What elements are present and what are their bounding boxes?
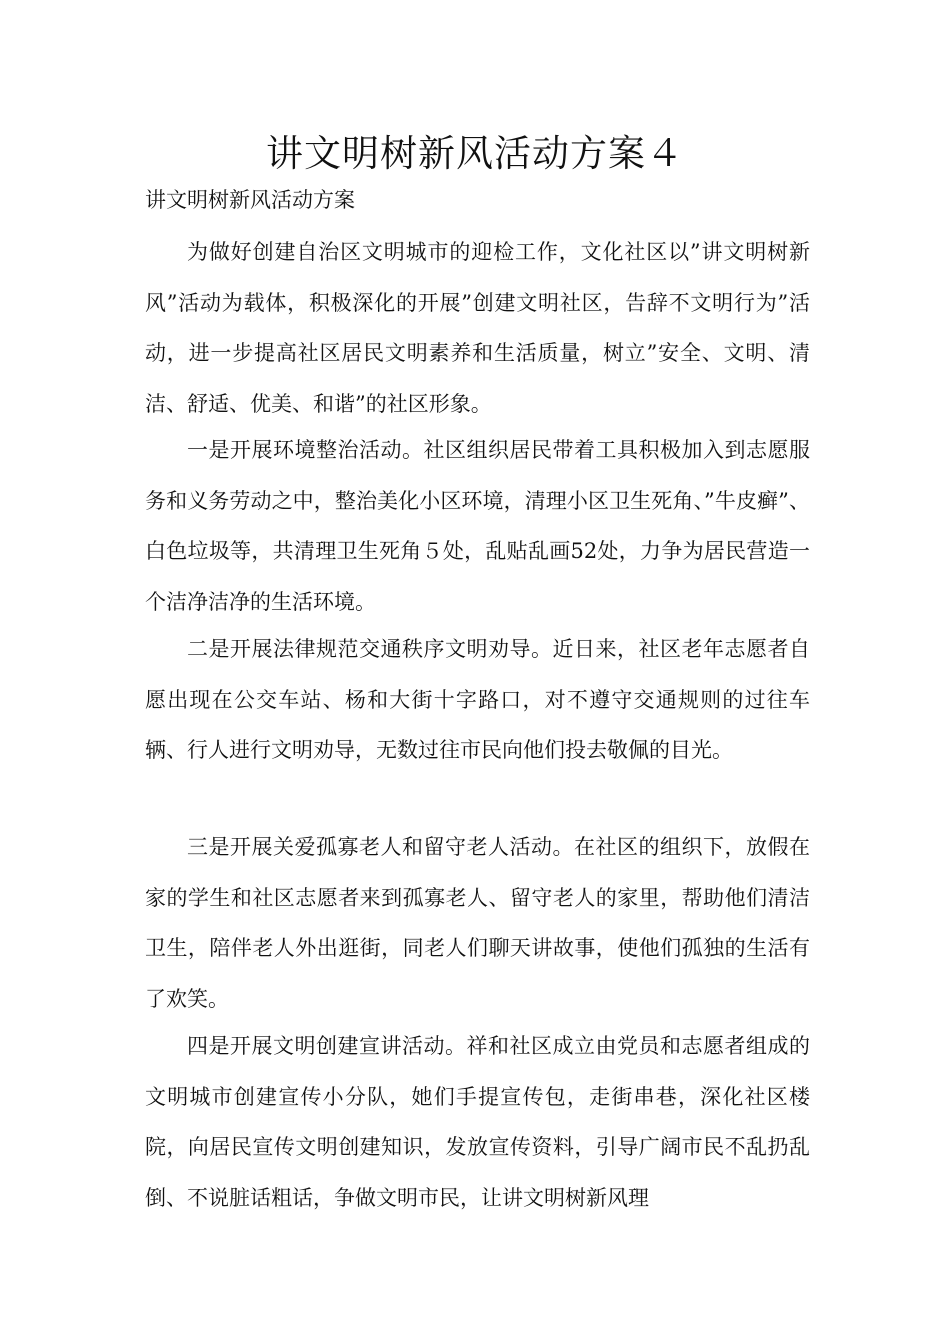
paragraph-elderly-care: 三是开展关爱孤寡老人和留守老人活动。在社区的组织下，放假在家的学生和社区志愿者来到孤寡老人、留守老人的家里，帮助他们清洁卫生，陪伴老人外出逛街，同老人们聊天讲故事，使他们孤独的生活有了欢笑。 (145, 835, 810, 1011)
paragraph-publicity: 四是开展文明创建宣讲活动。祥和社区成立由党员和志愿者组成的文明城市创建宣传小分队，她们手提宣传包，走街串巷，深化社区楼院，向居民宣传文明创建知识，发放宣传资料，引导广阔市民不乱扔乱倒、不说脏话粗话，争做文明市民，让讲文明树新风理 (145, 1034, 810, 1210)
paragraph-traffic: 二是开展法律规范交通秩序文明劝导。近日来，社区老年志愿者自愿出现在公交车站、杨和大街十字路口，对不遵守交通规则的过往车辆、行人进行文明劝导，无数过往市民向他们投去敬佩的目光。 (145, 637, 810, 762)
document-title: 讲文明树新风活动方案４ (266, 132, 684, 175)
paragraph-intro: 为做好创建自治区文明城市的迎检工作，文化社区以”讲文明树新风”活动为载体，积极深化的开展”创建文明社区，告辞不文明行为”活动，进一步提高社区居民文明素养和生活质量，树立”安全、文明、清洁、舒适、优美、和谐”的社区形象。 (145, 240, 810, 416)
paragraph-environment: 一是开展环境整治活动。社区组织居民带着工具积极加入到志愿服务和义务劳动之中，整治美化小区环境，清理小区卫生死角、”牛皮癣”、白色垃圾等，共清理卫生死角５处，乱贴乱画52处，力争为居民营造一个洁净洁净的生活环境。 (145, 438, 810, 614)
document-subtitle: 讲文明树新风活动方案 (145, 188, 355, 212)
